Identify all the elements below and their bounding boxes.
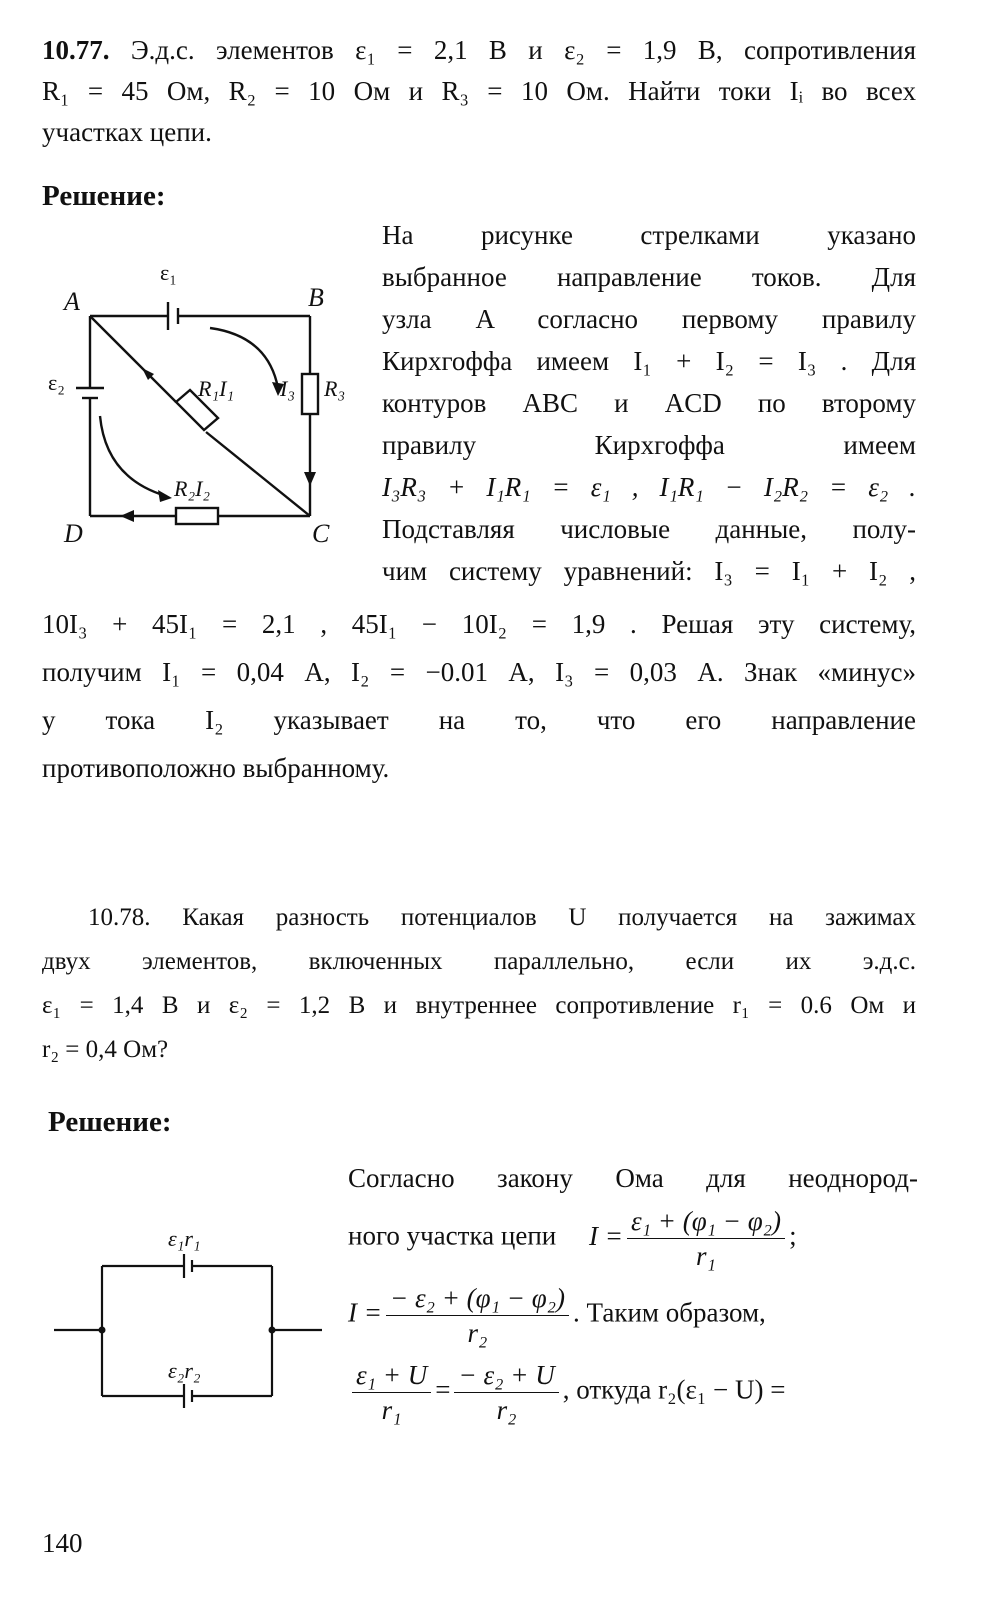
node-label-c: C (312, 519, 330, 548)
sol-line-6: правилу Кирхгоффа имеем (382, 430, 916, 460)
sol-78-line-4: $\frac{\text{ε₁ + U}}{\text{r₁}}$ = $\frac{\text{− ε₂ + U}}{\text{r₂}}$ , откуда r₂(ε₁ − U) = (348, 1358, 918, 1427)
label-r2i2: R₂I₂ (174, 476, 211, 501)
sol-line-5: контуров ABC и ACD по второму (382, 388, 916, 418)
intro-line-3: участках цепи. (42, 117, 212, 147)
intro-78-line-2: двух элементов, включенных параллельно, если их э.д.с. (42, 948, 916, 975)
problem-number: 10.77. (42, 35, 110, 65)
full-line-3: у тока I₂ указывает на то, что его направление (42, 705, 916, 735)
sol-line-8: Подставляя числовые данные, полу- (382, 514, 916, 544)
node-label-a: A (64, 287, 80, 316)
circuit-diagram-abcd (42, 250, 362, 560)
label-e2r2: ε₂r₂ (168, 1358, 201, 1383)
full-line-2: получим I₁ = 0,04 А, I₂ = −0.01 А, I₃ = 0,03 А. Знак «минус» (42, 657, 916, 687)
circuit-diagram-parallel (50, 1210, 330, 1440)
full-line-4: противоположно выбранному. (42, 753, 390, 783)
problem-10-78-intro (42, 896, 916, 1072)
sol-line-1: На рисунке стрелками указано (382, 220, 916, 250)
page-number: 140 (42, 1528, 83, 1558)
label-r1i1: R₁I₁ (198, 376, 235, 401)
emf-label-e2: ε₂ (48, 370, 65, 395)
intro-78-line-3: ε₁ = 1,4 В и ε₂ = 1,2 В и внутреннее сопротивление r₁ = 0.6 Ом и (42, 992, 916, 1019)
solution-78-text (348, 1158, 918, 1427)
sol-78-line-1: Согласно закону Ома для неоднород- (348, 1163, 918, 1193)
problem-10-77-intro (42, 30, 916, 112)
intro-78-line-1: 10.78. Какая разность потенциалов U получается на зажимах (42, 896, 916, 940)
solution-heading: Решение: (42, 180, 166, 212)
intro-78-line-4: r₂ = 0,4 Ом? (42, 1036, 169, 1063)
sol-78-line-2: ного участка цепи I = $\frac{\text{ε₁ + (φ₁ − φ₂)}}{\text{r₁}}$ ; (348, 1206, 797, 1271)
eq2-fraction: $\frac{\text{− ε₂ + (φ₁ − φ₂)}}{\text{r₂}}$ (386, 1281, 569, 1350)
emf-label-e1: ε₁ (160, 260, 177, 285)
eq1-fraction: $\frac{\text{ε₁ + (φ₁ − φ₂)}}{\text{r₁}}$ (627, 1204, 785, 1273)
solution-column-text (382, 214, 916, 592)
eq3-left-fraction: $\frac{\text{ε₁ + U}}{\text{r₁}}$ (352, 1358, 431, 1427)
eq3-right-fraction: $\frac{\text{− ε₂ + U}}{\text{r₂}}$ (454, 1358, 558, 1427)
sol-line-9: чим систему уравнений: I₃ = I₁ + I₂ , (382, 556, 916, 586)
solution-full-width-text (42, 600, 916, 792)
sol-line-4: Кирхгоффа имеем I₁ + I₂ = I₃ . Для (382, 346, 916, 376)
label-i3: I₃ (280, 376, 295, 401)
label-e1r1: ε₁r₁ (168, 1226, 201, 1251)
full-line-1: 10I₃ + 45I₁ = 2,1 , 45I₁ − 10I₂ = 1,9 . Решая эту систему, (42, 609, 916, 639)
intro-line-2: R₁ = 45 Ом, R₂ = 10 Ом и R₃ = 10 Ом. Найти токи Iᵢ во всех (42, 76, 916, 106)
intro-line-1: 10.77. Э.д.с. элементов ε₁ = 2,1 В и ε₂ = 1,9 В, сопротивления (42, 35, 916, 65)
sol-line-2: выбранное направление токов. Для (382, 262, 916, 292)
sol-78-line-3: I = $\frac{\text{− ε₂ + (φ₁ − φ₂)}}{\text{r₂}}$ . Таким образом, (348, 1283, 766, 1348)
sol-line-7-equations: I₃R₃ + I₁R₁ = ε₁ , I₁R₁ − I₂R₂ = ε₂ . (382, 472, 916, 502)
node-label-b: B (308, 283, 324, 312)
solution-heading-78: Решение: (48, 1106, 172, 1138)
problem-number-78: 10.78. (88, 904, 151, 931)
node-label-d: D (64, 519, 83, 548)
label-r3: R₃ (324, 376, 346, 401)
sol-line-3: узла A согласно первому правилу (382, 304, 916, 334)
